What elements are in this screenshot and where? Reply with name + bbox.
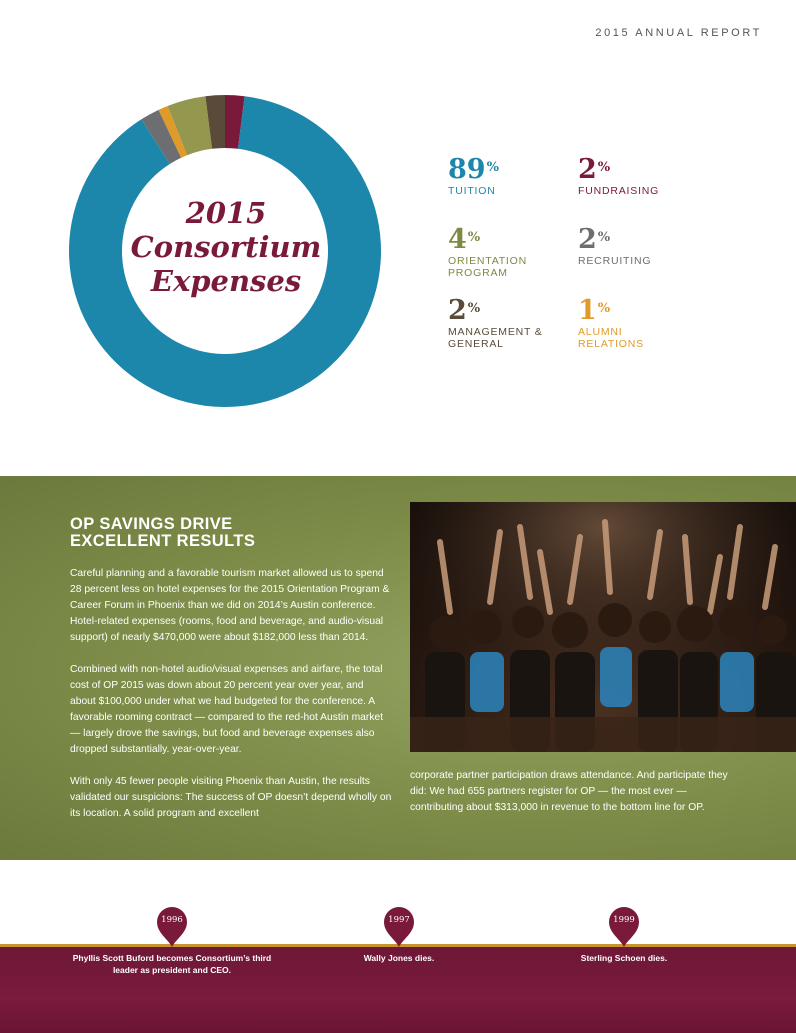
map-pin-icon [608, 906, 640, 948]
stat-fundraising-label: FUNDRAISING [578, 185, 660, 197]
stat-tuition-percent: 89% [448, 154, 499, 185]
donut-title-line-1: 2015 [185, 196, 267, 230]
savings-paragraph-3: With only 45 fewer people visiting Phoenix than Austin, the results validated our suspicions: The success of OP doesn’t depend wholly on its location. A solid program and excellent [70, 776, 392, 819]
savings-paragraph-2: Combined with non-hotel audio/visual expenses and airfare, the total cost of OP 2015 was down about 20 percent year over year, and about $100,000 under what we had budgeted for the conference. A favorable rooming contract — compared to the red-hot Austin market — largely drove the savings, but food and beverage expenses also dropped substantially. year-over-year. [70, 664, 384, 755]
map-pin-icon [383, 906, 415, 948]
stat-recruiting-percent: 2% [578, 224, 611, 255]
audience-photo [410, 502, 796, 752]
donut-title-line-3: Expenses [150, 264, 302, 298]
stat-recruiting-label: RECRUITING [578, 255, 652, 267]
stat-alumni-percent: 1% [578, 295, 611, 326]
timeline-year-1997: 1997 [388, 915, 410, 925]
donut-title-line-2: Consortium [130, 230, 322, 264]
stat-alumni [578, 297, 658, 350]
audience-photo-illustration [410, 502, 796, 752]
map-pin-icon [156, 906, 188, 948]
stat-fundraising [578, 156, 698, 197]
stat-orientation [448, 226, 548, 279]
timeline-event-1996: Phyllis Scott Buford becomes Consortium’s third leader as president and CEO. [72, 953, 272, 975]
stat-fundraising-percent: 2% [578, 154, 611, 185]
timeline-year-1999: 1999 [613, 915, 635, 925]
stat-tuition-label: TUITION [448, 185, 496, 197]
timeline-event-1999: Sterling Schoen dies. [580, 953, 668, 963]
stat-tuition [448, 156, 568, 197]
donut-title [116, 196, 336, 298]
report-header: 2015 ANNUAL REPORT [595, 27, 762, 39]
stat-alumni-label: ALUMNI RELATIONS [578, 326, 644, 350]
savings-paragraph-4: corporate partner participation draws attendance. And participate they did: We had 655 partners register for OP — the most ever — contributing about $313,000 in revenue to the bottom line for OP. [410, 770, 728, 813]
stat-orientation-label: ORIENTATION PROGRAM [448, 255, 527, 279]
stat-recruiting [578, 226, 698, 267]
stat-management-percent: 2% [448, 295, 481, 326]
timeline-pin-1996 [156, 906, 188, 948]
timeline-year-1996: 1996 [161, 915, 183, 925]
stat-management-label: MANAGEMENT & GENERAL [448, 326, 543, 350]
timeline-event-1997: Wally Jones dies. [363, 953, 435, 963]
savings-title: OP SAVINGS DRIVE EXCELLENT RESULTS [70, 515, 256, 550]
savings-text-left [70, 566, 392, 838]
stat-management [448, 297, 548, 350]
timeline-pin-1997 [383, 906, 415, 948]
timeline-pin-1999 [608, 906, 640, 948]
stat-orientation-percent: 4% [448, 224, 481, 255]
savings-paragraph-1: Careful planning and a favorable tourism market allowed us to spend 28 percent less on hotel expenses for the 2015 Orientation Program & Career Forum in Phoenix than we did on 2014’s Austin conference. Hotel-related expenses (rooms, food and beverage, and audio-visual support) of nearly $470,000 were about $182,000 less than 2014. [70, 568, 390, 643]
savings-text-right [410, 768, 730, 832]
